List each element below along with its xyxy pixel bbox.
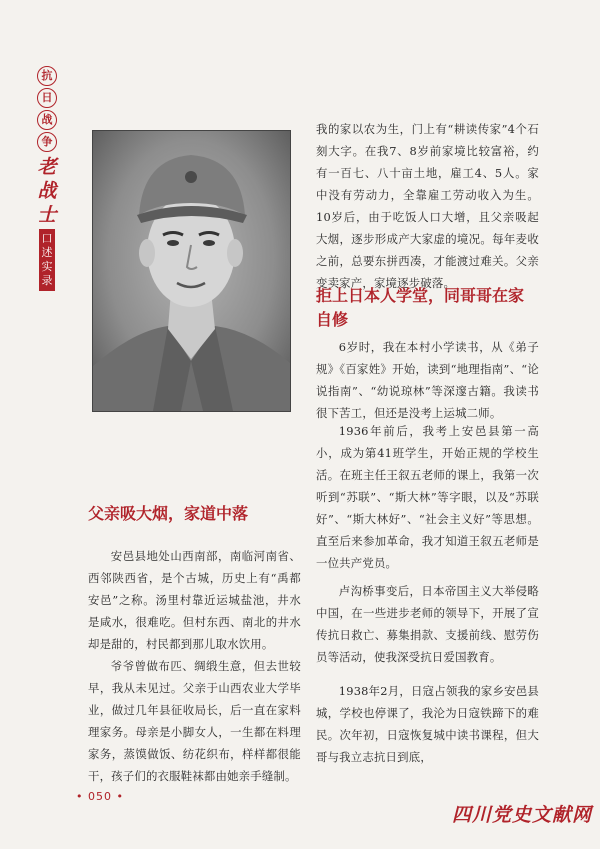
right-paragraph: 1938年2月，日寇占领我的家乡安邑县城，学校也停课了，我沦为日寇铁蹄下的难民。次年初，日寇恢复城中读书课程，但大哥与我立志抗日到底， [316,684,539,764]
series-box-char: 述 [41,246,53,259]
portrait-illustration [93,131,290,411]
brand-watermark: 四川党史文献网 [452,804,593,826]
series-big-char: 老 [37,156,57,178]
series-circle-char: 战 [37,110,57,130]
right-paragraph: 1936年前后，我考上安邑县第一高小，成为第41班学生，开始正规的学校生活。在班主任王叙五老师的课上，我第一次听到“苏联”、“斯大林”等字眼，以及“苏联好”、“斯大林好”、“社会主义好”等思想。直至后来参加革命，我才知道王叙五老师是一位共产党员。 [316,424,539,570]
page-number: • 050 • [76,790,124,803]
right-section-heading: 拒上日本人学堂，同哥哥在家自修 [316,286,525,329]
right-paragraph: 卢沟桥事变后，日本帝国主义大举侵略中国，在一些进步老师的领导下，开展了宣传抗日救亡、募集捐款、支援前线、慰劳伤员等活动，使我深受抗日爱国教育。 [316,584,539,664]
series-circle-char: 日 [37,88,57,108]
series-big-char: 士 [37,204,57,226]
right-intro-paragraph: 我的家以农为生，门上有“耕读传家”4个石刻大字。在我7、8岁前家境比较富裕，约有一百七、八十亩土地，雇工4、5人。家中没有劳动力，全靠雇工劳动收入为生。10岁后，由于吃饭人口大增，且父亲吸起大烟，逐步形成产大家虚的境况。每年麦收之前，总要东拼西凑，才能渡过难关。父亲变卖家产，家境逐步破落。 [316,122,539,290]
series-circle-char: 抗 [37,66,57,86]
series-subtitle-box [39,229,55,291]
left-section-heading: 父亲吸大烟，家道中落 [88,504,249,523]
left-paragraph: 爷爷曾做布匹、绸缎生意，但去世较早，我从未见过。父亲于山西农业大学毕业，做过几年县征收局长，后一直在家料理家务。母亲是小脚女人，一生都在料理家务，蒸馍做饭、纺花织布，样样都很能干，孩子们的衣服鞋袜都由她亲手缝制。 [88,659,301,783]
series-box-char: 录 [41,274,53,287]
series-circle-char: 争 [37,132,57,152]
series-box-char: 口 [41,232,53,245]
right-paragraph: 6岁时，我在本村小学读书，从《弟子规》《百家姓》开始，读到“地理指南”、“论说指南”、“幼说琼林”等深邃古籍。我读书很下苦工，但还是没考上运城二师。 [316,340,539,420]
left-paragraph: 安邑县地处山西南部，南临河南省、西邻陕西省，是个古城，历史上有“禹都安邑”之称。汤里村靠近运城盐池，井水是咸水，很难吃。但村东西、南北的井水却是甜的，村民都到那儿取水饮用。 [88,549,301,651]
portrait-photo [92,130,291,412]
series-box-char: 实 [41,260,53,273]
series-mark [32,66,62,291]
series-big-char: 战 [37,180,57,202]
